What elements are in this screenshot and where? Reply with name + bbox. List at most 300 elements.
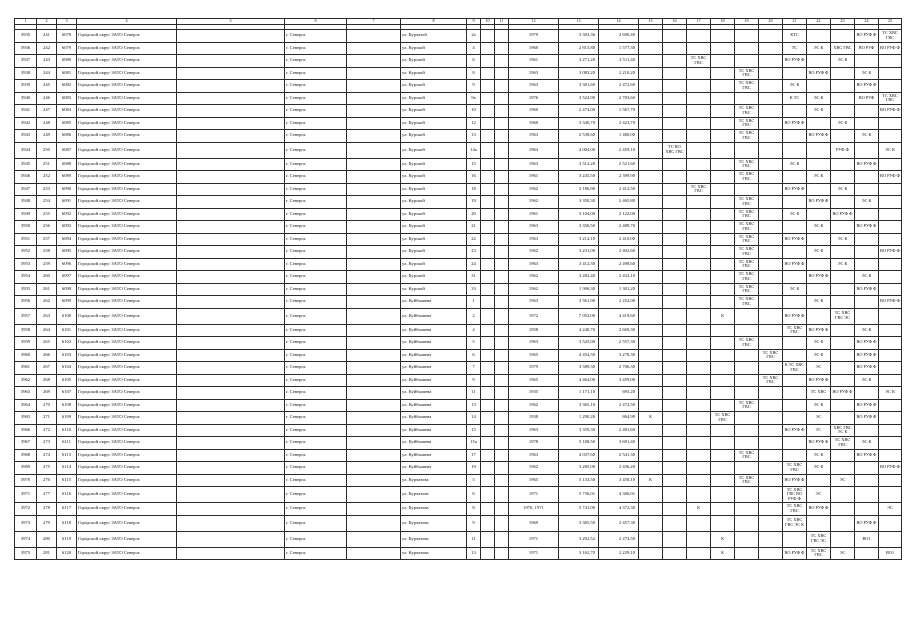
living-area: 4 419,60 — [599, 308, 639, 324]
empty-cell — [495, 547, 509, 560]
object-id: 269 — [37, 387, 57, 400]
empty-cell — [759, 67, 783, 80]
house-number: 2а — [467, 30, 481, 43]
house-number: 13 — [467, 130, 481, 143]
empty-cell — [347, 130, 401, 143]
table-row — [15, 105, 902, 118]
row-number: 3973 — [15, 515, 37, 531]
construction-year: 1969 — [509, 515, 559, 531]
empty-cell — [735, 362, 759, 375]
empty-cell — [879, 55, 902, 68]
empty-cell — [495, 362, 509, 375]
empty-cell — [347, 30, 401, 43]
empty-cell — [831, 349, 855, 362]
living-area: 2 489,70 — [599, 221, 639, 234]
empty-cell — [831, 515, 855, 531]
utility-tag-col-25: ВО РУФ Ф — [879, 246, 902, 259]
organization-name: Городской округ ЗАТО Северск — [77, 246, 177, 259]
empty-cell — [759, 208, 783, 221]
empty-cell — [879, 158, 902, 171]
empty-cell — [759, 80, 783, 93]
empty-cell — [495, 42, 509, 55]
empty-cell — [481, 547, 495, 560]
empty-cell — [735, 487, 759, 503]
empty-cell — [481, 337, 495, 350]
city-name: г. Северск — [285, 80, 347, 93]
empty-cell — [783, 387, 807, 400]
column-number-17: 17 — [687, 19, 711, 25]
empty-cell — [663, 412, 687, 425]
object-code: 6079 — [57, 42, 77, 55]
object-id: 277 — [37, 487, 57, 503]
utility-tag-col-19: ТС ХВС ГВС — [735, 258, 759, 271]
row-number: 3969 — [15, 462, 37, 475]
total-area: 3 356,50 — [559, 221, 599, 234]
total-area: 3 350,30 — [559, 196, 599, 209]
empty-cell — [177, 462, 285, 475]
table-row — [15, 80, 902, 93]
construction-year: 1963 — [509, 158, 559, 171]
total-area: 1 906,30 — [559, 283, 599, 296]
object-code: 6109 — [57, 412, 77, 425]
house-number: 4 — [467, 42, 481, 55]
empty-cell — [177, 399, 285, 412]
organization-name: Городской округ ЗАТО Северск — [77, 30, 177, 43]
construction-year: 1962 — [509, 462, 559, 475]
street-name: ул. Куйбышева — [401, 437, 467, 450]
empty-cell — [759, 105, 783, 118]
table-row — [15, 233, 902, 246]
utility-tag-col-23: ЭС К — [831, 55, 855, 68]
total-area: 3 561,90 — [559, 296, 599, 309]
empty-cell — [879, 374, 902, 387]
utility-tag-col-19: ТС ХВС ГВС — [735, 283, 759, 296]
city-name: г. Северск — [285, 171, 347, 184]
city-name: г. Северск — [285, 92, 347, 105]
total-area: 4 004,00 — [559, 142, 599, 158]
construction-year: 1971 — [509, 487, 559, 503]
row-number: 3937 — [15, 55, 37, 68]
utility-tag-col-21: ЭС К — [783, 208, 807, 221]
empty-cell — [663, 221, 687, 234]
empty-cell — [495, 208, 509, 221]
utility-tag-col-24: ЭС К — [855, 374, 879, 387]
empty-cell — [177, 92, 285, 105]
empty-cell — [347, 55, 401, 68]
house-number: 22 — [467, 233, 481, 246]
organization-name: Городской округ ЗАТО Северск — [77, 474, 177, 487]
table-row — [15, 142, 902, 158]
utility-tag-col-21: ТС ХВС ГВС ВО РУФ Ф — [783, 487, 807, 503]
house-number: 23 — [467, 246, 481, 259]
utility-tag-col-22: ЭС К — [807, 171, 831, 184]
utility-tag-col-24: ЭС К — [855, 130, 879, 143]
city-name: г. Северск — [285, 362, 347, 375]
object-id: 264 — [37, 324, 57, 337]
total-area: 2 815,80 — [559, 42, 599, 55]
column-number-10: 10 — [481, 19, 495, 25]
row-number: 3964 — [15, 399, 37, 412]
empty-cell — [735, 503, 759, 516]
utility-tag-col-19: ТС ХВС ГВС — [735, 171, 759, 184]
empty-cell — [663, 67, 687, 80]
total-area: 3 231,00 — [559, 246, 599, 259]
utility-tag-col-19: ТС ХВС ГВС — [735, 158, 759, 171]
empty-cell — [639, 80, 663, 93]
utility-tag-col-25: ЭС К — [879, 142, 902, 158]
empty-cell — [639, 258, 663, 271]
empty-cell — [831, 92, 855, 105]
total-area: 3 083,20 — [559, 67, 599, 80]
empty-cell — [177, 196, 285, 209]
empty-cell — [495, 349, 509, 362]
empty-cell — [735, 462, 759, 475]
empty-cell — [663, 374, 687, 387]
empty-cell — [759, 183, 783, 196]
empty-cell — [495, 130, 509, 143]
house-number: 15 — [467, 158, 481, 171]
empty-cell — [495, 233, 509, 246]
street-name: ул. Куйбышева — [401, 337, 467, 350]
row-number: 3949 — [15, 208, 37, 221]
utility-tag-col-24: ЭС К — [855, 271, 879, 284]
empty-cell — [177, 412, 285, 425]
column-number-19: 19 — [735, 19, 759, 25]
utility-tag-col-21: ЭС К — [783, 158, 807, 171]
empty-cell — [831, 449, 855, 462]
house-number: 13 — [467, 547, 481, 560]
empty-cell — [177, 515, 285, 531]
city-name: г. Северск — [285, 233, 347, 246]
empty-cell — [481, 92, 495, 105]
row-number: 3944 — [15, 142, 37, 158]
object-code: 6080 — [57, 55, 77, 68]
empty-cell — [495, 296, 509, 309]
utility-tag-col-25: ВО1 — [879, 547, 902, 560]
empty-cell — [687, 171, 711, 184]
empty-cell — [855, 246, 879, 259]
row-number: 3972 — [15, 503, 37, 516]
empty-cell — [495, 67, 509, 80]
utility-tag-col-22: ВО РУФ Ф — [807, 271, 831, 284]
utility-tag-col-24: ВО РУФ Ф — [855, 337, 879, 350]
living-area: 1 301,20 — [599, 283, 639, 296]
city-name: г. Северск — [285, 258, 347, 271]
empty-cell — [177, 258, 285, 271]
empty-cell — [495, 117, 509, 130]
construction-year: 1963 — [509, 130, 559, 143]
row-number: 3947 — [15, 183, 37, 196]
living-area: 2 252,00 — [599, 296, 639, 309]
empty-cell — [783, 271, 807, 284]
empty-cell — [347, 117, 401, 130]
column-number-5: 5 — [177, 19, 285, 25]
object-id: 265 — [37, 337, 57, 350]
empty-cell — [639, 92, 663, 105]
empty-cell — [855, 424, 879, 437]
table-row — [15, 130, 902, 143]
empty-cell — [831, 271, 855, 284]
empty-cell — [347, 80, 401, 93]
street-name: ул. Куйбышева — [401, 399, 467, 412]
empty-cell — [855, 105, 879, 118]
column-number-16: 16 — [663, 19, 687, 25]
living-area: 1 567,70 — [599, 105, 639, 118]
house-number: 8 — [467, 503, 481, 516]
city-name: г. Северск — [285, 474, 347, 487]
object-id: 246 — [37, 92, 57, 105]
object-id: 270 — [37, 399, 57, 412]
living-area: 2 432,10 — [599, 271, 639, 284]
empty-cell — [177, 233, 285, 246]
empty-cell — [663, 158, 687, 171]
organization-name: Городской округ ЗАТО Северск — [77, 449, 177, 462]
empty-cell — [177, 208, 285, 221]
street-name: ул. Куйбышева — [401, 449, 467, 462]
utility-tag-col-25: ВО РУФ Ф — [879, 171, 902, 184]
empty-cell — [879, 412, 902, 425]
empty-cell — [711, 387, 735, 400]
empty-cell — [495, 531, 509, 547]
organization-name: Городской округ ЗАТО Северск — [77, 105, 177, 118]
empty-cell — [177, 283, 285, 296]
empty-cell — [735, 308, 759, 324]
total-area: 3 525,00 — [559, 337, 599, 350]
living-area: 2 521,60 — [599, 158, 639, 171]
empty-cell — [831, 362, 855, 375]
empty-cell — [759, 296, 783, 309]
table-row — [15, 547, 902, 560]
empty-cell — [663, 80, 687, 93]
object-id: 259 — [37, 258, 57, 271]
utility-tag-col-23: ЭС К — [831, 183, 855, 196]
column-number-20: 20 — [759, 19, 783, 25]
construction-year: 1962 — [509, 271, 559, 284]
total-area: 2 538,60 — [559, 130, 599, 143]
organization-name: Городской округ ЗАТО Северск — [77, 183, 177, 196]
object-id: 272 — [37, 424, 57, 437]
city-name: г. Северск — [285, 183, 347, 196]
empty-cell — [687, 462, 711, 475]
object-id: 253 — [37, 183, 57, 196]
street-name: ул. Курской — [401, 158, 467, 171]
living-area: 2 457,30 — [599, 515, 639, 531]
empty-cell — [759, 92, 783, 105]
living-area: 2 436,20 — [599, 462, 639, 475]
empty-cell — [807, 258, 831, 271]
organization-name: Городской округ ЗАТО Северск — [77, 55, 177, 68]
empty-cell — [831, 221, 855, 234]
living-area: 3 278,30 — [599, 349, 639, 362]
utility-tag-col-19: ТС ХВС ГВС — [735, 208, 759, 221]
utility-tag-col-24: ВО РУФ Ф — [855, 283, 879, 296]
table-row — [15, 158, 902, 171]
column-number-12: 12 — [509, 19, 559, 25]
utility-tag-col-15: К — [639, 412, 663, 425]
empty-cell — [347, 308, 401, 324]
house-number: 14 — [467, 412, 481, 425]
table-row — [15, 515, 902, 531]
object-code: 6101 — [57, 324, 77, 337]
empty-cell — [177, 308, 285, 324]
city-name: г. Северск — [285, 55, 347, 68]
object-id: 274 — [37, 449, 57, 462]
empty-cell — [687, 387, 711, 400]
organization-name: Городской округ ЗАТО Северск — [77, 171, 177, 184]
row-number: 3953 — [15, 258, 37, 271]
utility-tag-col-22: ВО РУФ Ф — [807, 130, 831, 143]
empty-cell — [855, 183, 879, 196]
empty-cell — [177, 547, 285, 560]
total-area: 4 464,00 — [559, 374, 599, 387]
street-name: ул. Курчатова — [401, 474, 467, 487]
empty-cell — [481, 362, 495, 375]
utility-tag-col-16: ТС ВО ХВС ГВС — [663, 142, 687, 158]
empty-cell — [831, 246, 855, 259]
utility-tag-col-21: ВО РУФ Ф — [783, 308, 807, 324]
empty-cell — [481, 183, 495, 196]
empty-cell — [711, 487, 735, 503]
empty-cell — [481, 462, 495, 475]
empty-cell — [481, 142, 495, 158]
empty-cell — [759, 233, 783, 246]
total-area: 3 340,70 — [559, 117, 599, 130]
empty-cell — [481, 130, 495, 143]
construction-year: 1960 — [509, 42, 559, 55]
empty-cell — [711, 221, 735, 234]
house-number: 31 — [467, 271, 481, 284]
construction-year: 1970, 1971 — [509, 503, 559, 516]
empty-cell — [711, 246, 735, 259]
empty-cell — [783, 437, 807, 450]
empty-cell — [495, 308, 509, 324]
object-code: 6100 — [57, 308, 77, 324]
empty-cell — [687, 105, 711, 118]
object-id: 266 — [37, 349, 57, 362]
table-row — [15, 474, 902, 487]
construction-year: 1964 — [509, 142, 559, 158]
construction-year: 1979 — [509, 362, 559, 375]
empty-cell — [687, 283, 711, 296]
empty-cell — [831, 67, 855, 80]
empty-cell — [481, 324, 495, 337]
table-row — [15, 337, 902, 350]
empty-cell — [855, 296, 879, 309]
object-id: 263 — [37, 308, 57, 324]
empty-cell — [687, 296, 711, 309]
row-number: 3942 — [15, 117, 37, 130]
empty-cell — [663, 424, 687, 437]
house-number: 19 — [467, 462, 481, 475]
object-code: 6094 — [57, 233, 77, 246]
empty-cell — [639, 399, 663, 412]
empty-cell — [879, 258, 902, 271]
object-id: 276 — [37, 474, 57, 487]
empty-cell — [783, 142, 807, 158]
utility-tag-col-24: ЭС К — [855, 67, 879, 80]
total-area: 3 214,10 — [559, 233, 599, 246]
organization-name: Городской округ ЗАТО Северск — [77, 196, 177, 209]
living-area: 4 306,01 — [599, 487, 639, 503]
street-name: ул. Куйбышева — [401, 349, 467, 362]
empty-cell — [687, 67, 711, 80]
living-area: 2 481,60 — [599, 424, 639, 437]
empty-cell — [639, 183, 663, 196]
empty-cell — [347, 374, 401, 387]
utility-tag-col-21: ВО РУФ Ф — [783, 547, 807, 560]
empty-cell — [495, 503, 509, 516]
empty-cell — [495, 437, 509, 450]
empty-cell — [347, 183, 401, 196]
empty-cell — [783, 196, 807, 209]
table-row — [15, 362, 902, 375]
living-area: 2 669,30 — [599, 324, 639, 337]
empty-cell — [481, 233, 495, 246]
object-code: 6087 — [57, 142, 77, 158]
empty-cell — [481, 80, 495, 93]
utility-tag-col-18: К — [711, 308, 735, 324]
table-row — [15, 349, 902, 362]
living-area: 2 229,10 — [599, 547, 639, 560]
empty-cell — [177, 221, 285, 234]
total-area: 3 162,70 — [559, 547, 599, 560]
empty-cell — [711, 437, 735, 450]
empty-cell — [481, 105, 495, 118]
row-number: 3967 — [15, 437, 37, 450]
empty-cell — [177, 117, 285, 130]
object-id: 241 — [37, 30, 57, 43]
empty-cell — [177, 171, 285, 184]
empty-cell — [177, 531, 285, 547]
empty-cell — [759, 221, 783, 234]
utility-tag-col-21: ВО РУФ Ф — [783, 117, 807, 130]
empty-cell — [663, 324, 687, 337]
utility-tag-col-19: ТС ХВС ГВС — [735, 233, 759, 246]
empty-cell — [831, 324, 855, 337]
row-number: 3971 — [15, 487, 37, 503]
empty-cell — [687, 349, 711, 362]
object-id: 261 — [37, 283, 57, 296]
empty-cell — [759, 30, 783, 43]
utility-tag-col-22: ЭС К — [807, 296, 831, 309]
construction-year: 1963 — [509, 80, 559, 93]
row-number: 3968 — [15, 449, 37, 462]
empty-cell — [687, 337, 711, 350]
house-number: 9а — [467, 92, 481, 105]
utility-tag-col-22: ВО РУФ Ф — [807, 503, 831, 516]
utility-tag-col-24: ВО РУФ Ф — [855, 158, 879, 171]
construction-year: 1971 — [509, 547, 559, 560]
empty-cell — [759, 246, 783, 259]
utility-tag-col-22: ЭС — [807, 362, 831, 375]
empty-cell — [879, 183, 902, 196]
object-code: 6105 — [57, 374, 77, 387]
utility-tag-col-21: ЭС К — [783, 283, 807, 296]
row-number: 3939 — [15, 80, 37, 93]
city-name: г. Северск — [285, 158, 347, 171]
empty-cell — [177, 296, 285, 309]
object-code: 6089 — [57, 171, 77, 184]
empty-cell — [481, 374, 495, 387]
empty-cell — [855, 503, 879, 516]
empty-cell — [687, 437, 711, 450]
construction-year: 1963 — [509, 337, 559, 350]
organization-name: Городской округ ЗАТО Северск — [77, 462, 177, 475]
empty-cell — [481, 196, 495, 209]
empty-cell — [687, 374, 711, 387]
utility-tag-col-23: ЭС — [831, 474, 855, 487]
city-name: г. Северск — [285, 30, 347, 43]
